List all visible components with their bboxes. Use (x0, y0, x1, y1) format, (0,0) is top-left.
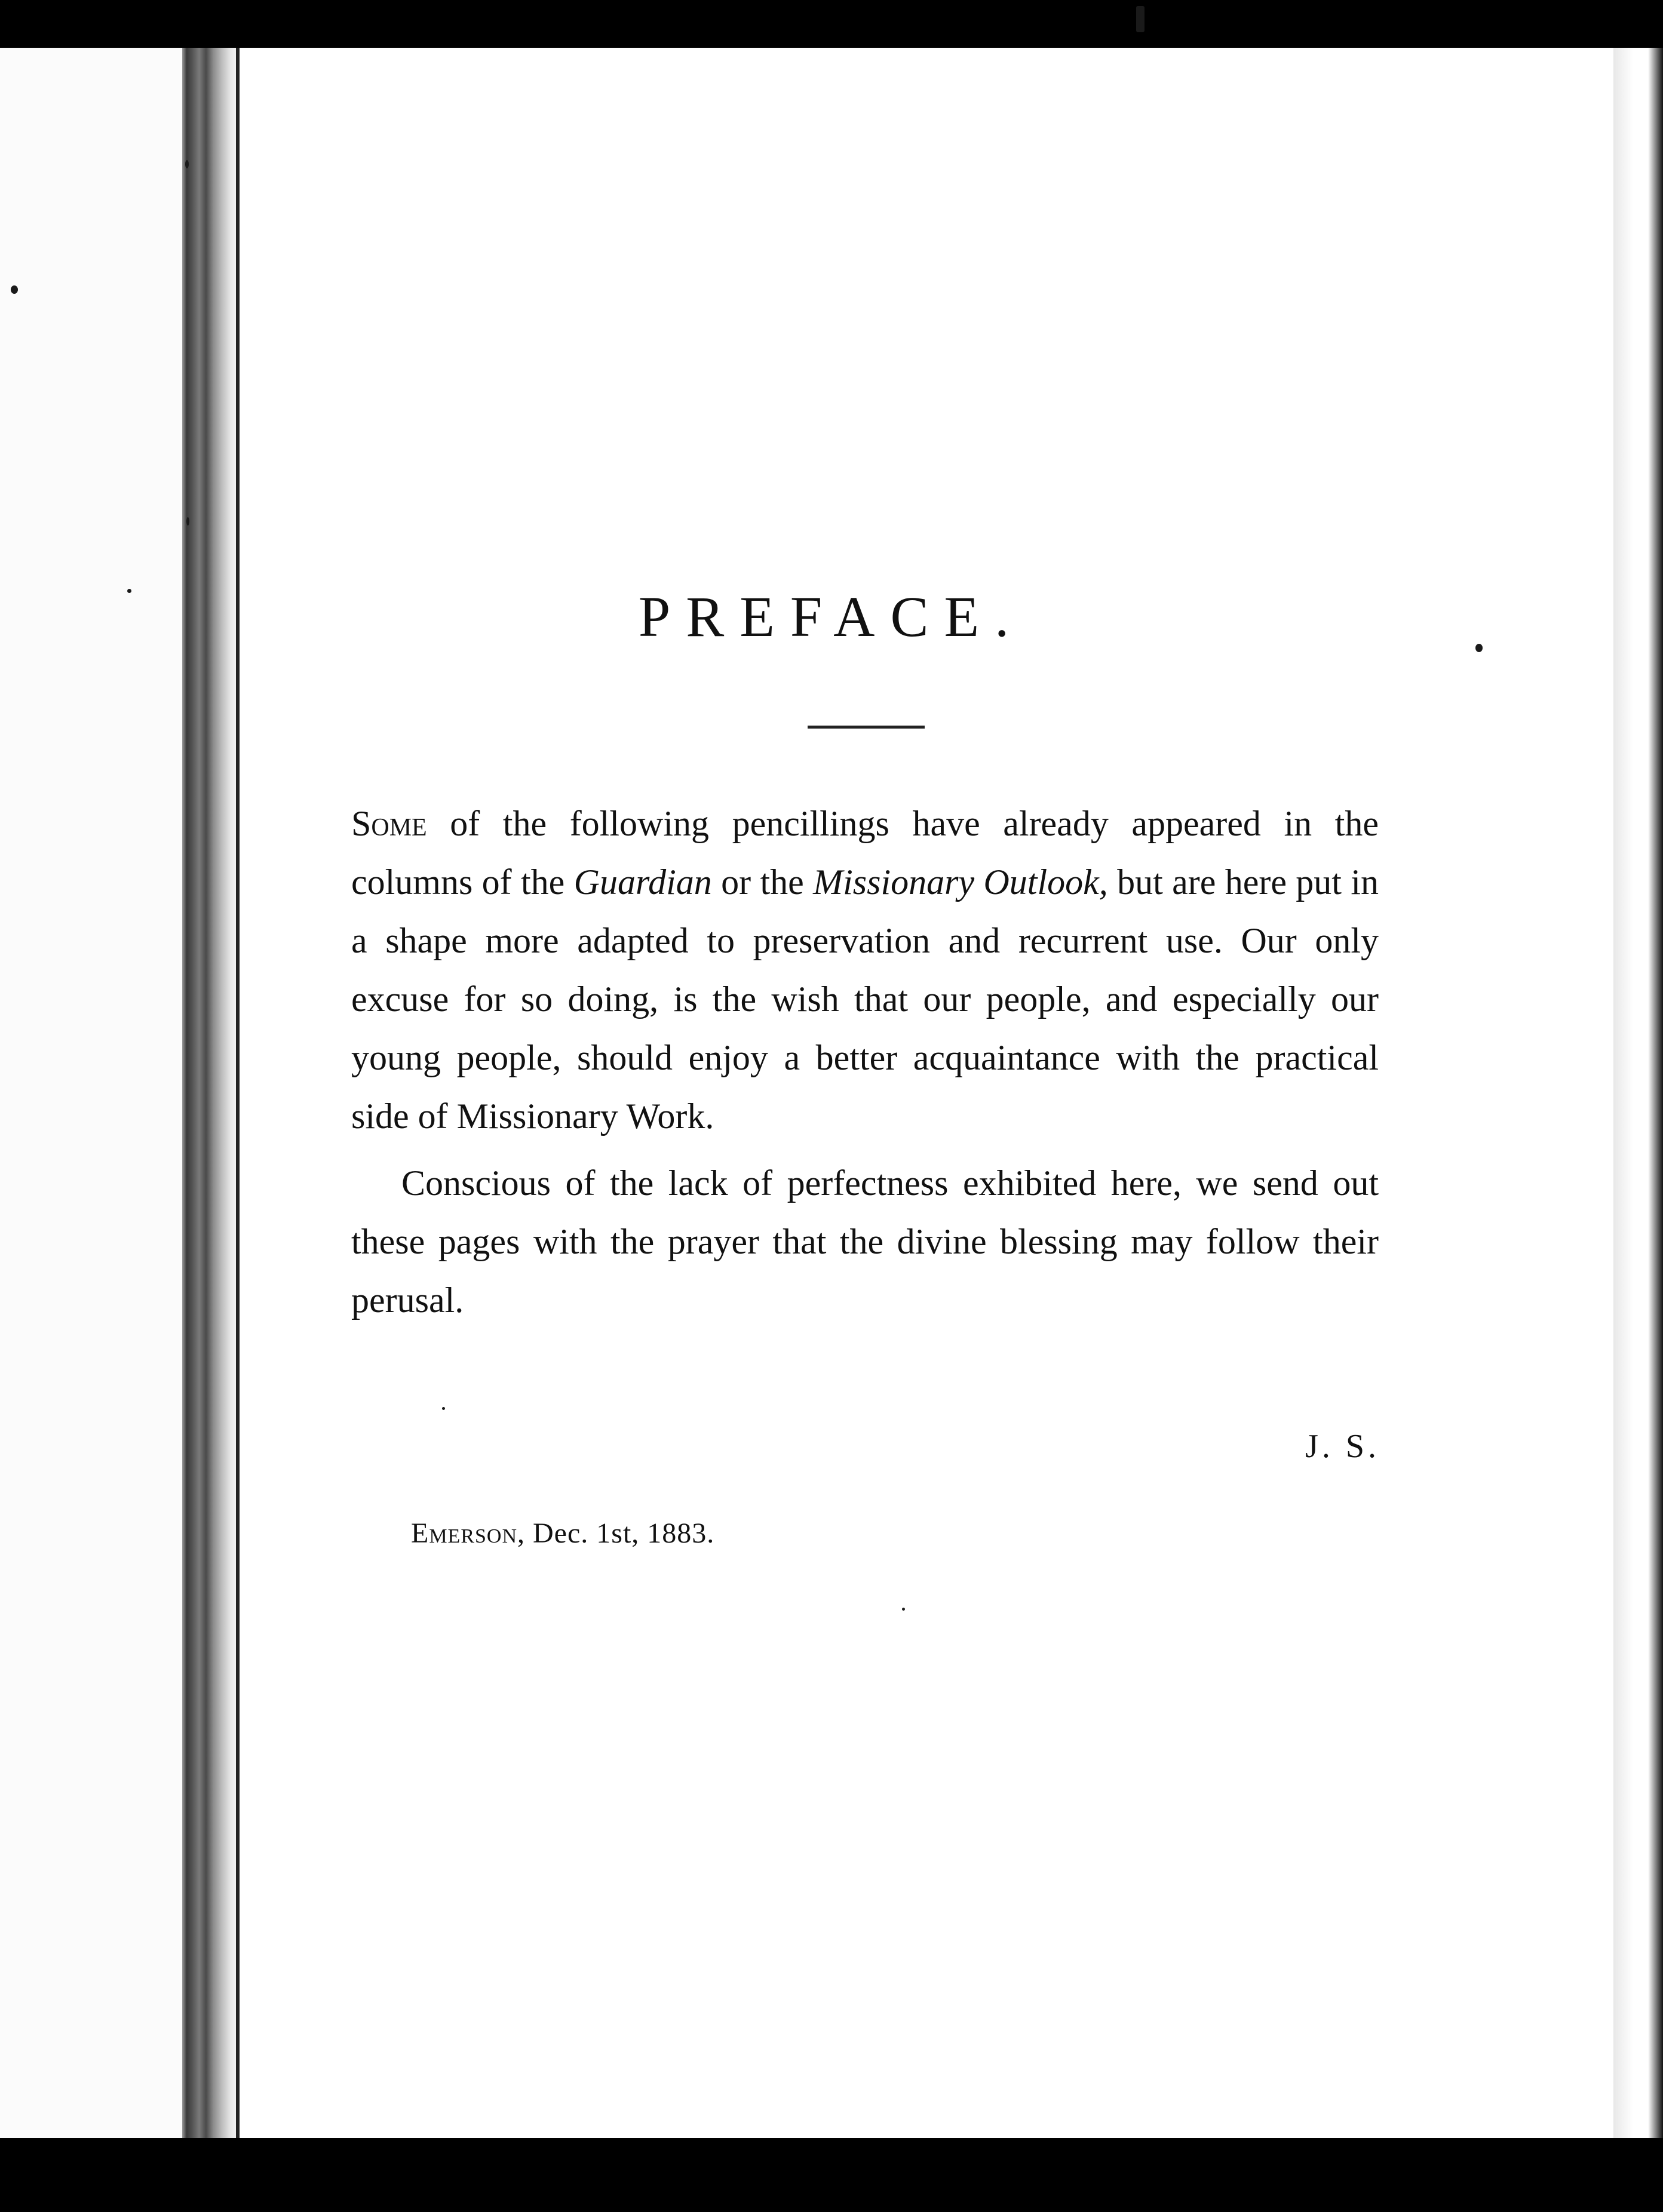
facing-page-edge (0, 48, 182, 2138)
scan-speck (442, 1407, 445, 1410)
preface-paragraph-2: Conscious of the lack of perfectness exhibited here, we send out these pages with the prayer that the divine blessing may follow their perusal. (351, 1163, 1379, 1320)
place-date-line (411, 1517, 714, 1550)
missionary-outlook-title: Missionary Outlook, (813, 862, 1108, 902)
scan-speck (902, 1608, 905, 1611)
page-title: PREFACE. (638, 585, 1025, 649)
preface-body (351, 794, 1379, 1329)
binding-gutter (182, 48, 239, 2138)
lead-word: Some (351, 804, 427, 843)
author-signature: J. S. (1305, 1428, 1380, 1465)
place-name: Emerson (411, 1517, 518, 1549)
scan-border-top (0, 0, 1663, 48)
scan-speck (1136, 6, 1145, 32)
scan-speck (185, 160, 189, 168)
paragraph-1-mid: or the (711, 862, 814, 902)
paragraph-1-rest: but are here put in a shape more adapted to preservation and recurrent use. Our only excuse for so doing, is the wish that our people, and especially our young people, should enjoy a better acquaintance with the practical side of Missionary Work. (351, 862, 1379, 1136)
preface-paragraph-1 (351, 794, 1379, 1145)
title-rule (808, 726, 925, 729)
scan-border-bottom (0, 2138, 1663, 2212)
page-right-edge (1613, 48, 1663, 2138)
scan-speck (186, 517, 189, 526)
date: , Dec. 1st, 1883. (517, 1517, 715, 1549)
scan-speck (11, 285, 18, 294)
guardian-title: Guardian (573, 862, 712, 902)
paragraph-1-text: of the following pencillings have already appeared in the columns of the (351, 804, 1379, 902)
